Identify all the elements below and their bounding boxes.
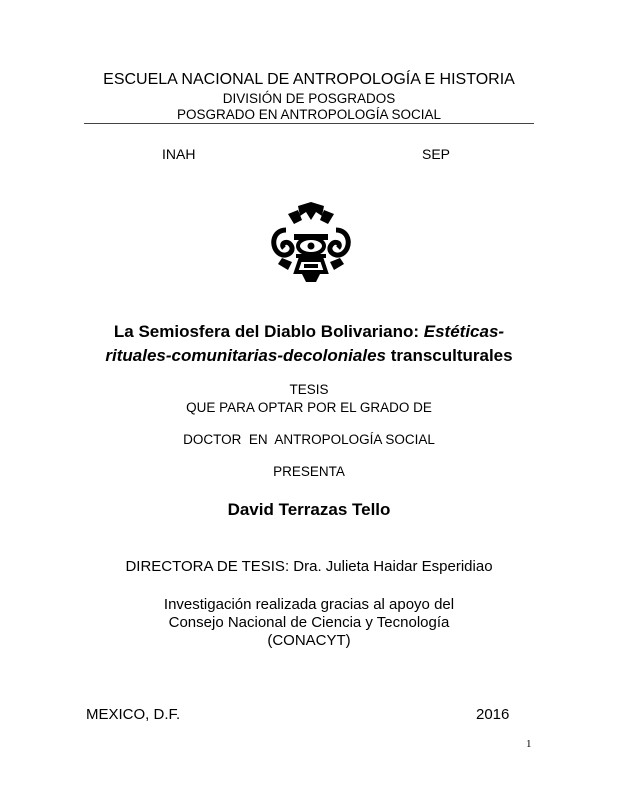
- inah-label: INAH: [162, 146, 196, 162]
- thesis-director: [0, 558, 618, 575]
- program-name: POSGRADO EN ANTROPOLOGÍA SOCIAL: [176, 107, 442, 122]
- thesis-type: TESIS: [289, 382, 329, 397]
- funding-line-3: (CONACYT): [267, 632, 351, 649]
- division-name: DIVISIÓN DE POSGRADOS: [222, 91, 396, 106]
- school-name: ESCUELA NACIONAL DE ANTROPOLOGÍA E HISTORIA: [103, 71, 515, 88]
- thesis-purpose: QUE PARA OPTAR POR EL GRADO DE: [186, 400, 432, 415]
- thesis-title-line-1: [0, 320, 618, 344]
- funding-line-1: Investigación realizada gracias al apoyo del: [163, 596, 455, 613]
- title-plain-part-2: transculturales: [385, 346, 513, 365]
- thesis-presents: PRESENTA: [273, 464, 345, 479]
- publication-year: 2016: [476, 706, 510, 723]
- stylized-aztec-glyph-icon: [266, 200, 356, 284]
- title-italic-part: Estéticas-: [423, 322, 505, 341]
- director-label: DIRECTORA DE TESIS:: [125, 558, 290, 575]
- sep-label: SEP: [422, 146, 451, 162]
- funding-line-2: Consejo Nacional de Ciencia y Tecnología: [168, 614, 450, 631]
- title-italic-part-2: rituales-comunitarias-decoloniales: [105, 346, 386, 365]
- director-name: Dra. Julieta Haidar Esperidiao: [289, 558, 493, 575]
- page-number: 1: [526, 738, 532, 750]
- thesis-degree: DOCTOR EN ANTROPOLOGÍA SOCIAL: [183, 432, 435, 447]
- thesis-title-line-2: [0, 344, 618, 368]
- header-divider: [84, 123, 534, 124]
- publication-place: MEXICO, D.F.: [86, 706, 181, 723]
- thesis-author: David Terrazas Tello: [227, 500, 391, 519]
- title-plain-part: La Semiosfera del Diablo Bolivariano:: [113, 322, 424, 341]
